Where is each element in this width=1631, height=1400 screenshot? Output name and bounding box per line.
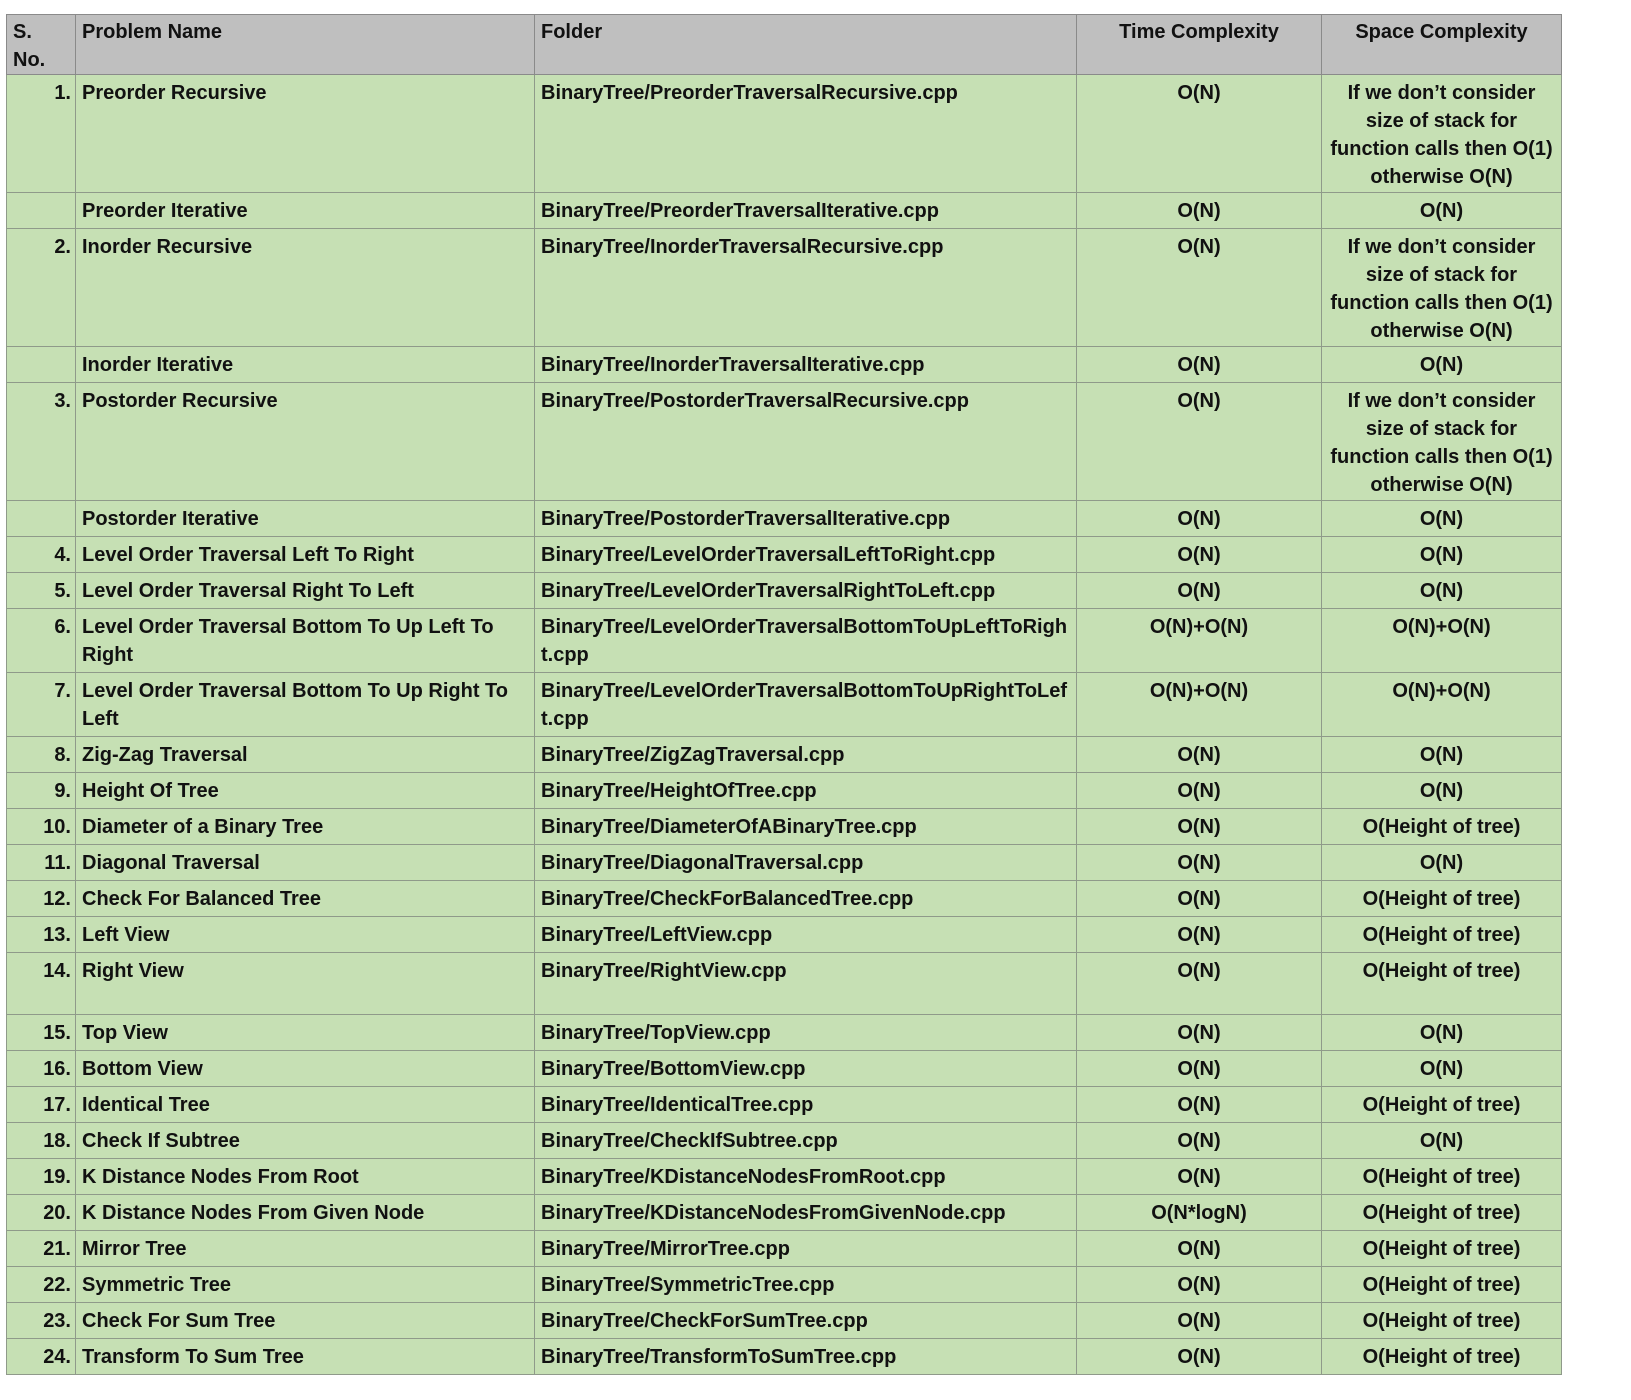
problems-table-container <box>6 14 1562 1375</box>
cell-folder: BinaryTree/LevelOrderTraversalLeftToRight.cpp <box>535 537 1077 573</box>
cell-problem-name: Postorder Iterative <box>76 501 535 537</box>
table-row <box>7 1231 1562 1267</box>
cell-space-complexity: O(Height of tree) <box>1322 917 1562 953</box>
cell-time-complexity: O(N) <box>1077 1015 1322 1051</box>
cell-sno: 17. <box>7 1087 76 1123</box>
cell-folder: BinaryTree/TransformToSumTree.cpp <box>535 1339 1077 1375</box>
cell-problem-name: K Distance Nodes From Root <box>76 1159 535 1195</box>
cell-time-complexity: O(N) <box>1077 917 1322 953</box>
header-row <box>7 15 1562 75</box>
cell-time-complexity: O(N) <box>1077 773 1322 809</box>
cell-sno: 24. <box>7 1339 76 1375</box>
cell-problem-name: Level Order Traversal Right To Left <box>76 573 535 609</box>
cell-problem-name: Transform To Sum Tree <box>76 1339 535 1375</box>
cell-space-complexity: O(N) <box>1322 1051 1562 1087</box>
cell-folder: BinaryTree/DiameterOfABinaryTree.cpp <box>535 809 1077 845</box>
cell-problem-name: Mirror Tree <box>76 1231 535 1267</box>
cell-problem-name: Inorder Iterative <box>76 347 535 383</box>
cell-sno: 23. <box>7 1303 76 1339</box>
cell-sno: 19. <box>7 1159 76 1195</box>
cell-time-complexity: O(N) <box>1077 347 1322 383</box>
table-row <box>7 953 1562 1015</box>
cell-folder: BinaryTree/PreorderTraversalIterative.cpp <box>535 193 1077 229</box>
table-row <box>7 737 1562 773</box>
cell-problem-name: Level Order Traversal Bottom To Up Right To Left <box>76 673 535 737</box>
cell-folder: BinaryTree/DiagonalTraversal.cpp <box>535 845 1077 881</box>
cell-space-complexity: O(N)+O(N) <box>1322 673 1562 737</box>
cell-folder: BinaryTree/RightView.cpp <box>535 953 1077 1015</box>
cell-space-complexity: O(N) <box>1322 1015 1562 1051</box>
cell-folder: BinaryTree/InorderTraversalIterative.cpp <box>535 347 1077 383</box>
cell-time-complexity: O(N) <box>1077 1303 1322 1339</box>
table-row <box>7 917 1562 953</box>
cell-problem-name: Level Order Traversal Left To Right <box>76 537 535 573</box>
cell-space-complexity: If we don’t consider size of stack for function calls then O(1) otherwise O(N) <box>1322 75 1562 193</box>
table-row <box>7 1051 1562 1087</box>
cell-space-complexity: O(Height of tree) <box>1322 1303 1562 1339</box>
cell-time-complexity: O(N) <box>1077 953 1322 1015</box>
cell-time-complexity: O(N) <box>1077 1159 1322 1195</box>
cell-folder: BinaryTree/CheckForSumTree.cpp <box>535 1303 1077 1339</box>
cell-time-complexity: O(N)+O(N) <box>1077 609 1322 673</box>
cell-sno: 11. <box>7 845 76 881</box>
cell-space-complexity: O(N) <box>1322 347 1562 383</box>
table-row <box>7 1267 1562 1303</box>
table-row <box>7 501 1562 537</box>
cell-folder: BinaryTree/ZigZagTraversal.cpp <box>535 737 1077 773</box>
cell-problem-name: Identical Tree <box>76 1087 535 1123</box>
cell-space-complexity: O(Height of tree) <box>1322 953 1562 1015</box>
cell-folder: BinaryTree/PreorderTraversalRecursive.cpp <box>535 75 1077 193</box>
cell-sno <box>7 347 76 383</box>
cell-sno: 18. <box>7 1123 76 1159</box>
table-row <box>7 1195 1562 1231</box>
cell-sno: 7. <box>7 673 76 737</box>
cell-time-complexity: O(N) <box>1077 881 1322 917</box>
cell-time-complexity: O(N) <box>1077 1051 1322 1087</box>
cell-folder: BinaryTree/LevelOrderTraversalRightToLeft.cpp <box>535 573 1077 609</box>
cell-problem-name: Top View <box>76 1015 535 1051</box>
cell-sno: 6. <box>7 609 76 673</box>
cell-time-complexity: O(N) <box>1077 1123 1322 1159</box>
cell-space-complexity: O(Height of tree) <box>1322 1159 1562 1195</box>
cell-problem-name: Level Order Traversal Bottom To Up Left To Right <box>76 609 535 673</box>
cell-folder: BinaryTree/KDistanceNodesFromGivenNode.cpp <box>535 1195 1077 1231</box>
cell-sno <box>7 193 76 229</box>
cell-space-complexity: O(N) <box>1322 845 1562 881</box>
cell-time-complexity: O(N) <box>1077 1339 1322 1375</box>
cell-folder: BinaryTree/PostorderTraversalRecursive.cpp <box>535 383 1077 501</box>
cell-space-complexity: O(N) <box>1322 737 1562 773</box>
cell-problem-name: Preorder Iterative <box>76 193 535 229</box>
cell-problem-name: K Distance Nodes From Given Node <box>76 1195 535 1231</box>
table-row <box>7 347 1562 383</box>
table-row <box>7 1015 1562 1051</box>
cell-space-complexity: O(N) <box>1322 573 1562 609</box>
table-row <box>7 773 1562 809</box>
cell-sno: 8. <box>7 737 76 773</box>
cell-sno: 9. <box>7 773 76 809</box>
header-time-complexity: Time Complexity <box>1077 15 1322 75</box>
cell-problem-name: Check For Balanced Tree <box>76 881 535 917</box>
cell-space-complexity: O(Height of tree) <box>1322 1267 1562 1303</box>
cell-space-complexity: O(N) <box>1322 773 1562 809</box>
cell-space-complexity: O(N) <box>1322 1123 1562 1159</box>
cell-time-complexity: O(N) <box>1077 383 1322 501</box>
cell-sno: 2. <box>7 229 76 347</box>
cell-problem-name: Inorder Recursive <box>76 229 535 347</box>
cell-space-complexity: O(N) <box>1322 501 1562 537</box>
cell-space-complexity: O(Height of tree) <box>1322 1195 1562 1231</box>
cell-space-complexity: O(Height of tree) <box>1322 1231 1562 1267</box>
cell-sno: 1. <box>7 75 76 193</box>
cell-problem-name: Postorder Recursive <box>76 383 535 501</box>
cell-folder: BinaryTree/KDistanceNodesFromRoot.cpp <box>535 1159 1077 1195</box>
cell-problem-name: Height Of Tree <box>76 773 535 809</box>
cell-sno: 14. <box>7 953 76 1015</box>
cell-sno: 20. <box>7 1195 76 1231</box>
cell-time-complexity: O(N) <box>1077 573 1322 609</box>
table-row <box>7 881 1562 917</box>
table-row <box>7 573 1562 609</box>
cell-time-complexity: O(N) <box>1077 193 1322 229</box>
table-header <box>7 15 1562 75</box>
table-body <box>7 75 1562 1375</box>
cell-folder: BinaryTree/InorderTraversalRecursive.cpp <box>535 229 1077 347</box>
cell-folder: BinaryTree/PostorderTraversalIterative.cpp <box>535 501 1077 537</box>
cell-sno <box>7 501 76 537</box>
cell-problem-name: Diameter of a Binary Tree <box>76 809 535 845</box>
table-row <box>7 809 1562 845</box>
table-row <box>7 845 1562 881</box>
cell-time-complexity: O(N) <box>1077 1267 1322 1303</box>
cell-problem-name: Zig-Zag Traversal <box>76 737 535 773</box>
cell-sno: 15. <box>7 1015 76 1051</box>
table-row <box>7 383 1562 501</box>
cell-time-complexity: O(N) <box>1077 845 1322 881</box>
cell-problem-name: Symmetric Tree <box>76 1267 535 1303</box>
cell-space-complexity: O(Height of tree) <box>1322 1087 1562 1123</box>
cell-space-complexity: O(N) <box>1322 193 1562 229</box>
table-row <box>7 1087 1562 1123</box>
header-space-complexity: Space Complexity <box>1322 15 1562 75</box>
table-row <box>7 1159 1562 1195</box>
header-sno: S. No. <box>7 15 76 75</box>
cell-folder: BinaryTree/TopView.cpp <box>535 1015 1077 1051</box>
cell-sno: 12. <box>7 881 76 917</box>
cell-space-complexity: If we don’t consider size of stack for function calls then O(1) otherwise O(N) <box>1322 383 1562 501</box>
cell-space-complexity: O(N) <box>1322 537 1562 573</box>
cell-folder: BinaryTree/HeightOfTree.cpp <box>535 773 1077 809</box>
cell-time-complexity: O(N) <box>1077 737 1322 773</box>
cell-problem-name: Right View <box>76 953 535 1015</box>
table-row <box>7 229 1562 347</box>
table-row <box>7 1339 1562 1375</box>
cell-time-complexity: O(N) <box>1077 1087 1322 1123</box>
header-problem-name: Problem Name <box>76 15 535 75</box>
cell-time-complexity: O(N) <box>1077 501 1322 537</box>
cell-space-complexity: O(N)+O(N) <box>1322 609 1562 673</box>
cell-time-complexity: O(N) <box>1077 75 1322 193</box>
cell-space-complexity: O(Height of tree) <box>1322 881 1562 917</box>
cell-problem-name: Check For Sum Tree <box>76 1303 535 1339</box>
cell-problem-name: Bottom View <box>76 1051 535 1087</box>
cell-folder: BinaryTree/LevelOrderTraversalBottomToUpLeftToRight.cpp <box>535 609 1077 673</box>
cell-space-complexity: O(Height of tree) <box>1322 1339 1562 1375</box>
cell-time-complexity: O(N) <box>1077 1231 1322 1267</box>
cell-folder: BinaryTree/BottomView.cpp <box>535 1051 1077 1087</box>
table-row <box>7 609 1562 673</box>
cell-problem-name: Left View <box>76 917 535 953</box>
cell-sno: 16. <box>7 1051 76 1087</box>
cell-space-complexity: O(Height of tree) <box>1322 809 1562 845</box>
table-row <box>7 1303 1562 1339</box>
table-row <box>7 1123 1562 1159</box>
cell-sno: 21. <box>7 1231 76 1267</box>
cell-time-complexity: O(N)+O(N) <box>1077 673 1322 737</box>
cell-folder: BinaryTree/MirrorTree.cpp <box>535 1231 1077 1267</box>
cell-sno: 13. <box>7 917 76 953</box>
cell-folder: BinaryTree/LeftView.cpp <box>535 917 1077 953</box>
cell-sno: 22. <box>7 1267 76 1303</box>
cell-problem-name: Check If Subtree <box>76 1123 535 1159</box>
cell-time-complexity: O(N) <box>1077 809 1322 845</box>
cell-problem-name: Preorder Recursive <box>76 75 535 193</box>
table-row <box>7 193 1562 229</box>
cell-problem-name: Diagonal Traversal <box>76 845 535 881</box>
cell-folder: BinaryTree/LevelOrderTraversalBottomToUpRightToLeft.cpp <box>535 673 1077 737</box>
table-row <box>7 673 1562 737</box>
table-row <box>7 537 1562 573</box>
cell-folder: BinaryTree/CheckIfSubtree.cpp <box>535 1123 1077 1159</box>
cell-time-complexity: O(N) <box>1077 537 1322 573</box>
cell-sno: 3. <box>7 383 76 501</box>
cell-sno: 10. <box>7 809 76 845</box>
table-row <box>7 75 1562 193</box>
cell-folder: BinaryTree/SymmetricTree.cpp <box>535 1267 1077 1303</box>
problems-table <box>6 14 1562 1375</box>
cell-folder: BinaryTree/CheckForBalancedTree.cpp <box>535 881 1077 917</box>
cell-space-complexity: If we don’t consider size of stack for function calls then O(1) otherwise O(N) <box>1322 229 1562 347</box>
cell-sno: 4. <box>7 537 76 573</box>
cell-sno: 5. <box>7 573 76 609</box>
cell-time-complexity: O(N*logN) <box>1077 1195 1322 1231</box>
cell-time-complexity: O(N) <box>1077 229 1322 347</box>
header-folder: Folder <box>535 15 1077 75</box>
cell-folder: BinaryTree/IdenticalTree.cpp <box>535 1087 1077 1123</box>
